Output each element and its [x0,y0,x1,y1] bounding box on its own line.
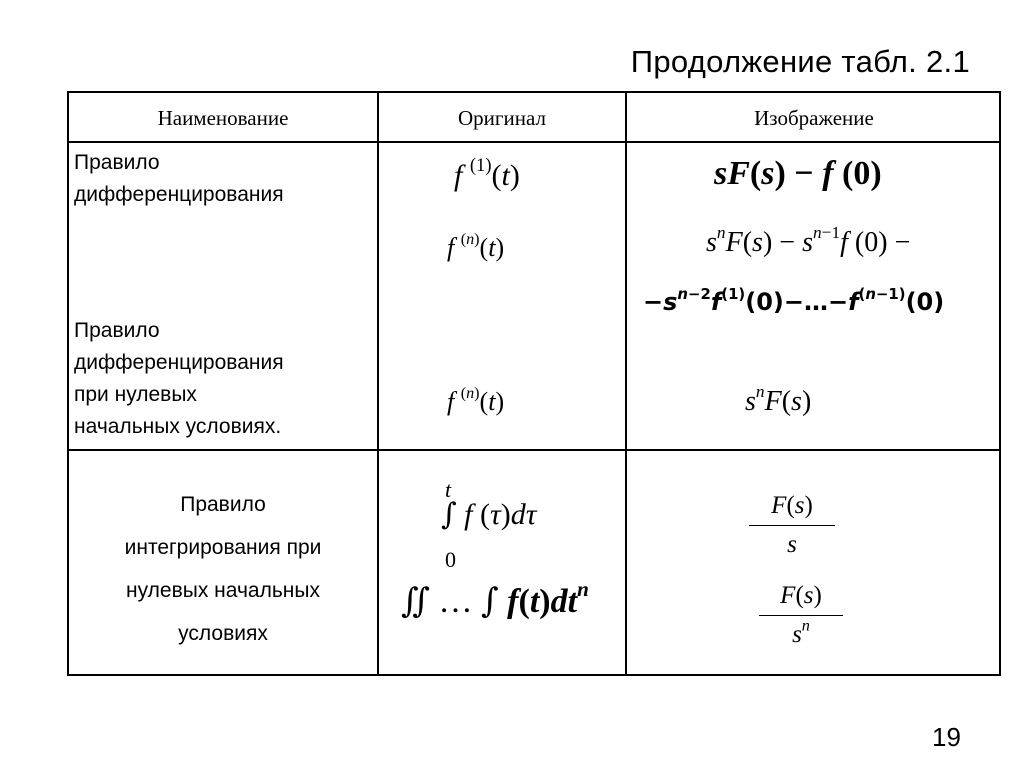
rule-text-line: дифференцирования [74,183,284,206]
rule-text-line: условиях [178,622,268,645]
formula-sn-Fs: $s^nF(s)$ [745,381,812,417]
formula-Fs-over-s: F(s) s [749,489,835,562]
integral-upper-limit: t [445,477,452,502]
formula-Fs-over-sn: F(s) $s^n$ [759,579,843,652]
rule-text-line: дифференцирования [74,351,284,374]
rule-text-line: нулевых начальных [126,579,320,602]
formula-fn-t-zero: f $^{(n)}$(t) [447,384,505,416]
row-divider [69,449,999,451]
column-divider-2 [625,93,627,674]
formula-fn-t: f $^{(n)}$(t) [447,230,505,262]
rule-text-line: Правило [180,493,266,516]
integral-lower-limit: 0 [445,547,456,572]
rule-text-line: Правило [74,151,160,174]
rule-integration [69,483,377,655]
integral-body: ∫ f (τ)dτ [441,497,537,532]
rule-text-line: при нулевых [74,383,197,406]
rule-differentiation-zero-ic [74,315,284,443]
header-name: Наименование [157,106,289,130]
rule-text-line: начальных условиях. [74,415,282,438]
rule-text-line: интегрирования при [124,536,322,559]
header-original: Оригинал [458,106,546,130]
header-image: Изображение [754,106,874,130]
laplace-table [67,91,1001,676]
formula-sFs-f0: sF(s) − f (0) [714,155,882,192]
page-number: 19 [932,722,961,752]
rule-text-line: Правило [74,319,160,342]
rule-differentiation [74,147,284,211]
formula-sn-series-1: $s^nF(s) - s^{n-1}f$ (0) − [706,222,911,258]
table-caption: Продолжение табл. 2.1 [630,44,970,79]
column-divider-1 [377,93,379,674]
formula-multiple-integral: ∬ … ∫ $f(t)dt^n$ [401,577,589,621]
formula-f1-t: f $^{(1)}$(t) [454,155,520,192]
formula-sn-series-2: $-s^{n-2}f^{(1)}(0)-\dots-f^{(n-1)}(0)$ [643,284,945,316]
